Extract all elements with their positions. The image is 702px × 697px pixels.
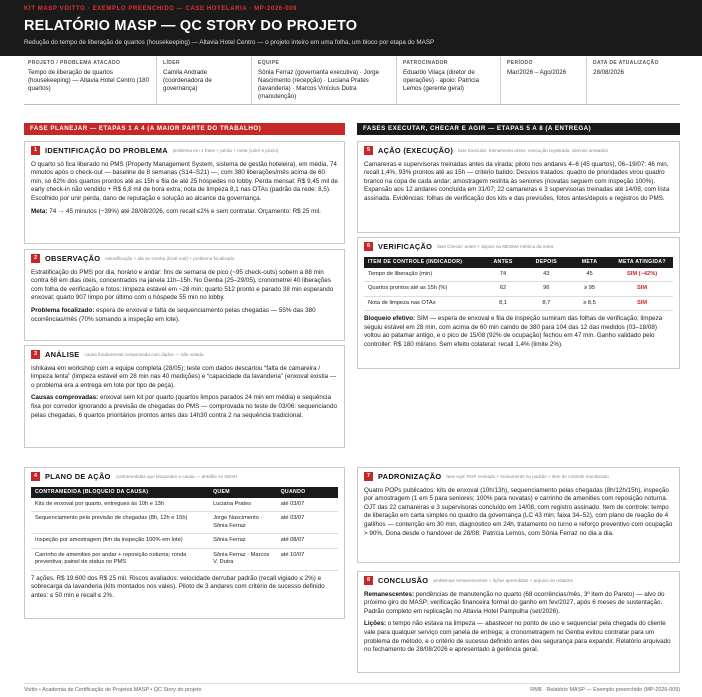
focused-problem-label: Problema focalizado: bbox=[31, 307, 95, 315]
table-row bbox=[364, 268, 673, 282]
project-meta bbox=[24, 57, 680, 105]
table-cell: Jorge Nascimento · Sônia Ferraz bbox=[209, 512, 277, 534]
step-number: 2 bbox=[31, 254, 40, 263]
meta-value: Tempo de liberação de quartos (housekeeping) — Altavia Hotel Centro (180 quartos) bbox=[28, 68, 150, 92]
verification-table bbox=[364, 257, 673, 311]
table-cell: ≥ 8,5 bbox=[568, 296, 611, 311]
meta-label: PATROCINADOR bbox=[403, 60, 448, 66]
table-row bbox=[31, 548, 338, 570]
section-verification bbox=[357, 237, 680, 369]
remaining-issues-text bbox=[364, 591, 673, 617]
report-title: RELATÓRIO MASP — QC STORY DO PROJETO bbox=[24, 17, 358, 34]
lessons-label: Lições: bbox=[364, 620, 387, 628]
step-number: 1 bbox=[31, 146, 40, 155]
phase-plan-bar: FASE PLANEJAR — ETAPAS 1 A 4 (A MAIOR PARTE DO TRABALHO) bbox=[24, 123, 345, 135]
table-row bbox=[364, 296, 673, 311]
section-title: AÇÃO (EXECUÇÃO) bbox=[378, 146, 454, 155]
table-cell: Luciana Prates bbox=[209, 498, 277, 512]
section-analysis bbox=[24, 345, 345, 448]
section-title: VERIFICAÇÃO bbox=[378, 242, 433, 251]
table-cell: até 08/07 bbox=[277, 534, 338, 549]
meta-value: Sônia Ferraz (governanta executiva) · Jorge Nascimento (recepção) · Luciana Prates (lavanderia) · Marcos Vinícius Dutra (manutenção) bbox=[258, 68, 380, 100]
standardization-text: Quatro POPs publicados: kits de enxoval (10h/13h), sequenciamento pelas chegadas (8h/12h/15h), inspeção por amostragem (1 em 5 para seniores; 100% para novatas) e carrinho de amenities com reposição noturna. OJT das 22 camareiras e 3 supervisoras concluído em 14/08, com registro assinado. Item de controle: tempo de liberação em carta simples no quadro da governança (LC 43 min; faixa 34–52), com plano de reação de 4 gatilhos — contenção em 30 min, diagnóstico em 24h, tratamento no turno e reforço preventivo com ocupação > 90%. Dona desde o handover de 28/08: Patrícia Lemos, com Sônia Ferraz no dia a dia. bbox=[364, 486, 673, 537]
table-cell: ≥ 95 bbox=[568, 282, 611, 297]
table-cell: 43 bbox=[525, 268, 568, 282]
column-header: QUANDO bbox=[277, 487, 338, 498]
table-cell: até 03/07 bbox=[277, 512, 338, 534]
section-observation bbox=[24, 249, 345, 341]
column-header: QUEM bbox=[209, 487, 277, 498]
step-number: 7 bbox=[364, 472, 373, 481]
section-title: OBSERVAÇÃO bbox=[45, 254, 101, 263]
table-cell: 74 bbox=[481, 268, 524, 282]
section-title: IDENTIFICAÇÃO DO PROBLEMA bbox=[45, 146, 168, 155]
meta-team bbox=[251, 57, 396, 104]
meta-sponsor bbox=[396, 57, 500, 104]
goal-value: 74 → 45 minutos (−39%) até 28/08/2026, com recall ≤2% e sem contratar. Orçamento: R$ 25 mil. bbox=[49, 207, 321, 215]
lessons-value: o tempo não estava na limpeza — abastecer no ponto de uso e sequenciar pela chegada do cliente vale para qualquer serviço com janela de entrega; a cronometragem no Genba evitou contratar para um problema de método, e o critério de sucesso definido antes deu segurança para expandir. Relatório arquivado no fechamento de 28/08/2026 e apresentado à gerência geral. bbox=[364, 620, 671, 654]
step-number: 3 bbox=[31, 350, 40, 359]
column-header: DEPOIS bbox=[525, 257, 568, 268]
meta-value: Eduardo Vilaça (diretor de operações) · apoio: Patrícia Lemos (gerente geral) bbox=[403, 68, 480, 92]
table-row bbox=[31, 512, 338, 534]
meta-label: EQUIPE bbox=[258, 60, 280, 66]
header-kicker: KIT MASP VOITTO · EXEMPLO PREENCHIDO — CASE HOTELARIA · MP-2026-009 bbox=[24, 6, 298, 12]
effective-block-value: SIM — espera de enxoval e fila de inspeção sumiram das folhas de verificação; limpeza seguiu estável em 28 min, com acima de 60 min caindo de 380 para 104 das 12 das medidos (03–18/08) voltou ao patamar antigo, e o pico de 15/08 (92% de ocupação) fechou em 47 min. Ganho validado pelo controller: R$ 180 mil/ano. Sem efeito colateral: recall 1,4% (limite 2%). bbox=[364, 315, 663, 348]
section-note: fase Agir: POP revisado + treinamento no padrão + item de controle monitorado bbox=[446, 473, 609, 479]
meta-label: DATA DE ATUALIZAÇÃO bbox=[593, 60, 659, 66]
table-cell: Carrinho de amenities por andar + reposição noturna; ronda preventiva; painel de status no PMS bbox=[31, 548, 209, 570]
page-footer bbox=[24, 683, 680, 694]
meta-project bbox=[24, 57, 156, 104]
section-note: fase Executar: treinamento antes, execução registrada, desvios anotados bbox=[458, 147, 608, 153]
section-title: CONCLUSÃO bbox=[378, 576, 429, 585]
section-standardization bbox=[357, 467, 680, 563]
section-note: contramedidas que bloqueiam a causa — detalhe no 5W2H bbox=[115, 473, 238, 479]
meta-value: Mar/2026 – Ago/2026 bbox=[507, 68, 567, 76]
root-causes-label: Causas comprovadas: bbox=[31, 394, 99, 402]
section-note: problema em 1 frase + perda + meta (valor e prazo) bbox=[172, 147, 279, 153]
section-title: ANÁLISE bbox=[45, 350, 80, 359]
column-header: ANTES bbox=[481, 257, 524, 268]
section-note: problemas remanescentes + lições aprendidas + arquivo do relatório bbox=[433, 577, 574, 583]
effective-block-text bbox=[364, 315, 673, 349]
table-cell: até 03/07 bbox=[277, 498, 338, 512]
step-number: 8 bbox=[364, 576, 373, 585]
effective-block-label: Bloqueio efetivo: bbox=[364, 315, 416, 323]
section-note: estratificação + ida ao Genba (local real) + problema focalizado bbox=[105, 255, 235, 261]
report-subtitle: Redução do tempo de liberação de quartos (housekeeping) — Altavia Hotel Centro — o projeto inteiro em uma folha, um bloco por etapa do MASP bbox=[24, 39, 435, 47]
action-plan-table bbox=[31, 487, 338, 571]
meta-value: Camila Andrade (coordenadora de governança) bbox=[163, 68, 212, 92]
step-number: 4 bbox=[31, 472, 40, 481]
root-causes-text bbox=[31, 394, 338, 420]
focused-problem-value: espera de enxoval e falta de sequenciamento pelas chegadas — 55% das 380 ocorrências/mês (70% somando a inspeção em lote). bbox=[31, 307, 316, 323]
column-header: META ATINGIDA? bbox=[611, 257, 673, 268]
status-badge: SIM (−42%) bbox=[611, 268, 673, 282]
table-cell: 45 bbox=[568, 268, 611, 282]
table-cell: Sequenciamento pela previsão de chegadas (8h, 12h e 15h) bbox=[31, 512, 209, 534]
meta-value: 28/08/2026 bbox=[593, 68, 624, 76]
column-header: META bbox=[568, 257, 611, 268]
section-conclusion bbox=[357, 571, 680, 673]
footer-right: RM8 · Relatório MASP — Exemplo preenchido (MP-2026-009) bbox=[530, 687, 680, 693]
remaining-issues-label: Remanescentes: bbox=[364, 590, 415, 598]
table-row bbox=[364, 282, 673, 297]
footer-left: Voitto • Academia de Certificação de Projetos MASP • QC Story do projeto bbox=[24, 687, 202, 693]
section-action-plan bbox=[24, 467, 345, 619]
section-action-execution bbox=[357, 141, 680, 233]
table-cell: 62 bbox=[481, 282, 524, 297]
report-header bbox=[0, 0, 702, 56]
meta-leader bbox=[156, 57, 251, 104]
table-cell: Nota de limpeza nas OTAs bbox=[364, 296, 481, 311]
meta-update-date bbox=[586, 57, 680, 104]
meta-label: PROJETO / PROBLEMA ATACADO bbox=[28, 60, 121, 66]
column-header: ITEM DE CONTROLE (INDICADOR) bbox=[364, 257, 481, 268]
observation-text: Estratificação do PMS por dia, horário e andar: fins de semana de pico (~95 check-outs) sobem a 88 min contra 68 em dias úteis, concentrados na janela 11h–15h. No Genba (25–29/05), cronometrei 40 liberações com folha de verificação e fotos: limpeza estável em ~28 min; quarto 512 pronto e parado 38 min esperando enxoval; quarto 907 limpo por último com o hóspede 55 min no lobby. bbox=[31, 268, 334, 302]
column-header: CONTRAMEDIDA (BLOQUEIO DA CAUSA) bbox=[31, 487, 209, 498]
section-title: PLANO DE AÇÃO bbox=[45, 472, 111, 481]
meta-label: LÍDER bbox=[163, 60, 180, 66]
table-cell: Sônia Ferraz bbox=[209, 534, 277, 549]
table-cell: 8,1 bbox=[481, 296, 524, 311]
action-plan-summary: 7 ações, R$ 19.600 dos R$ 25 mil. Riscos avaliados: velocidade derrubar padrão (recall vigiado ≤ 2%) e sobrecarga da lavanderia (kits montados nos vales). Piloto de 3 andares com critério de sucesso definido antes: ≤ 50 min e recall ≤ 2%. bbox=[31, 574, 325, 599]
meta-period bbox=[500, 57, 586, 104]
table-row bbox=[31, 498, 338, 512]
analysis-text: Ishikawa em workshop com a equipe completa (28/05); teste com dados descartou “falta de camareira / limpeza lenta” (limpeza estável em 28 min nas 40 medições) e “capacidade da lavanderia” (enxoval existia — o problema era a entrega em lote por tipo de peça). bbox=[31, 364, 337, 389]
table-row bbox=[31, 534, 338, 549]
meta-label: PERÍODO bbox=[507, 60, 533, 66]
execution-text: Camareiras e supervisoras treinadas antes da virada; piloto nos andares 4–6 (45 quartos), 06–19/07: 46 min, recall 1,4%, 93% prontos até as 15h — critério batido. Desvios tratados: quadro de prioridades virou quadro branco na copa de cada andar; amostragem restrita às seniores (novatas seguem com inspeção 100%). Expansão aos 12 andares concluída em 31/07; 22 camareiras e 3 supervisoras treinadas até 14/08, com lista assinada. Evidências: folhas de verificação dos kits e das previsões, fotos antes/depois e registros do PMS. bbox=[364, 160, 670, 203]
table-cell: Kits de enxoval por quarto, entregues às 10h e 13h bbox=[31, 498, 209, 512]
section-note: causa fundamental comprovada com dados — não votada bbox=[84, 351, 204, 357]
status-badge: SIM bbox=[611, 296, 673, 311]
step-number: 6 bbox=[364, 242, 373, 251]
section-title: PADRONIZAÇÃO bbox=[378, 472, 442, 481]
section-note: fase Checar: antes × depois na MESMA métrica da meta bbox=[437, 243, 554, 249]
goal-label: Meta: bbox=[31, 207, 48, 215]
remaining-issues-value: pendências de manutenção no quarto (68 ocorrências/mês, 3º item do Pareto) — alvo do próximo giro do MASP; verificação financeira formal do ganho em fev/2027, após 6 meses de sustentação. Padrão completo em replicação no Altavia Hotel Pampulha (set/2026). bbox=[364, 590, 665, 615]
focused-problem-text bbox=[31, 307, 338, 324]
table-cell: Quartos prontos até as 15h (%) bbox=[364, 282, 481, 297]
table-cell: 96 bbox=[525, 282, 568, 297]
step-number: 5 bbox=[364, 146, 373, 155]
table-cell: 8,7 bbox=[525, 296, 568, 311]
table-cell: Sônia Ferraz · Marcos V. Dutra bbox=[209, 548, 277, 570]
phase-execute-bar: FASES EXECUTAR, CHECAR E AGIR — ETAPAS 5 A 8 (A ENTREGA) bbox=[357, 123, 680, 135]
table-cell: até 10/07 bbox=[277, 548, 338, 570]
problem-text: O quarto só fica liberado no PMS (Property Management System, sistema de gestão hoteleira), em média, 74 minutos após o check-out — baseline de 8 semanas (S14–S21) —, com 380 liberações/mês acima de 60 min, só 62% dos quartos prontos até as 15h e fila de até 25 hóspedes no lobby. Perda mensal: R$ 9,45 mil de early check-in não vendido + R$ 6,8 mil de hora extra; nota de limpeza 8,1 nas OTAs (padrão da rede: 8,5). Escolhido por unir perda, dano de reputação e solução ao alcance da governança. bbox=[31, 160, 338, 203]
lessons-text bbox=[364, 620, 673, 654]
status-badge: SIM bbox=[611, 282, 673, 297]
section-identification bbox=[24, 141, 345, 244]
root-causes-value: enxoval sem kit por quarto (quartos limpos parados 24 min em média) e sequência fixa por corredor ignorando a previsão de chegadas do PMS — comprovada no teste de 03/06: sequenciando pelas chegadas, 6 quartos prioritários prontos antes das 14h30 contra 2 na sequência tradicional. bbox=[31, 394, 337, 419]
table-cell: Inspeção por amostragem (fim da inspeção 100% em lote) bbox=[31, 534, 209, 549]
goal-text bbox=[31, 208, 338, 217]
table-cell: Tempo de liberação (min) bbox=[364, 268, 481, 282]
